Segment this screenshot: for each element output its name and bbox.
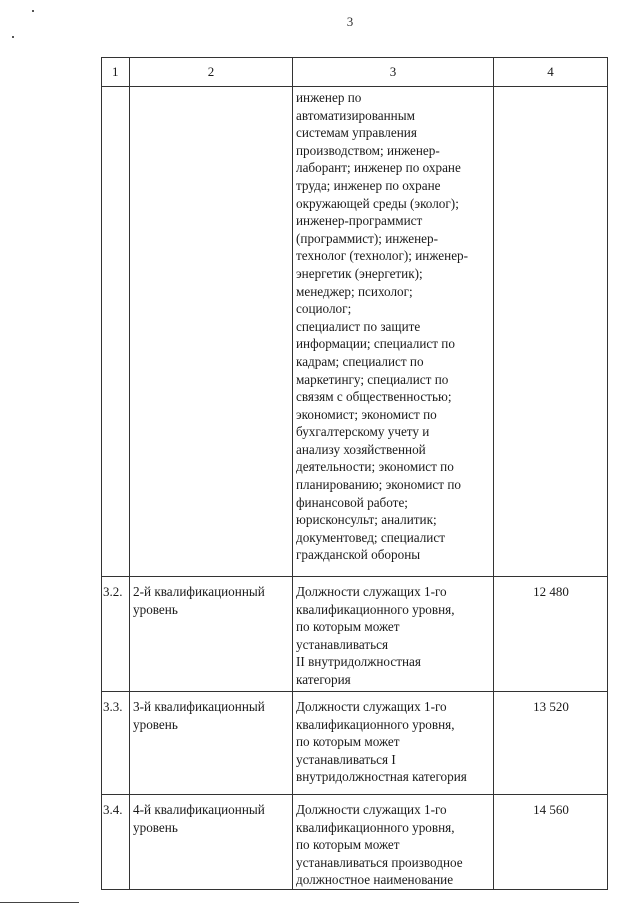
salary-cell: 12 480 (494, 577, 608, 692)
positions-line: социолог; (296, 301, 352, 317)
positions-line: гражданской обороны (296, 547, 421, 563)
positions-cell (293, 577, 494, 692)
positions-line: по которым может (296, 837, 400, 853)
positions-line: квалификационного уровня, (296, 716, 455, 732)
column-number-3: 3 (293, 58, 494, 87)
positions-line: менеджер; психолог; (296, 283, 413, 299)
table-row-continuation (102, 87, 608, 577)
positions-line: инженер-программист (296, 213, 423, 229)
positions-line: Должности служащих 1-го (296, 699, 447, 714)
level-line: уровень (133, 716, 178, 732)
row-number-cell: 3.3. (102, 692, 130, 795)
positions-line: маркетингу; специалист по (296, 371, 449, 387)
positions-line: должностное наименование (296, 872, 454, 888)
level-cell (130, 795, 293, 890)
salary-cell: 14 560 (494, 795, 608, 890)
positions-line: документовед; специалист (296, 529, 445, 545)
level-line: уровень (133, 819, 178, 835)
positions-line: планированию; экономист по (296, 477, 461, 493)
column-number-2: 2 (130, 58, 293, 87)
positions-line: технолог (технолог); инженер- (296, 248, 469, 264)
positions-line: труда; инженер по охране (296, 177, 441, 193)
positions-line: кадрам; специалист по (296, 353, 424, 369)
page-number: 3 (346, 14, 354, 29)
salary-cell (494, 87, 608, 577)
positions-line: квалификационного уровня, (296, 601, 455, 617)
row-number-cell: 3.2. (102, 577, 130, 692)
positions-line: связям с общественностью; (296, 389, 452, 405)
positions-cell (293, 87, 494, 577)
positions-line: финансовой работе; (296, 494, 408, 510)
positions-line: лаборант; инженер по охране (296, 160, 461, 176)
positions-line: устанавливаться I (296, 751, 396, 767)
positions-line: Должности служащих 1-го (296, 802, 447, 817)
row-number-cell: 3.4. (102, 795, 130, 890)
positions-line: деятельности; экономист по (296, 459, 454, 475)
positions-cell (293, 795, 494, 890)
column-number-1: 1 (102, 58, 130, 87)
positions-line: категория (296, 671, 351, 687)
footnote-rule (0, 902, 79, 903)
positions-line: анализу хозяйственной (296, 441, 426, 457)
scan-speck (32, 10, 34, 12)
table-row-3-4 (102, 795, 608, 890)
level-cell (130, 577, 293, 692)
salary-cell: 13 520 (494, 692, 608, 795)
salary-table (101, 57, 608, 890)
table-row-3-2 (102, 577, 608, 692)
positions-line: информации; специалист по (296, 336, 455, 352)
positions-line: квалификационного уровня, (296, 819, 455, 835)
positions-line: специалист по защите (296, 318, 421, 334)
positions-line: по которым может (296, 619, 400, 635)
positions-line: Должности служащих 1-го (296, 584, 447, 599)
positions-line: по которым может (296, 734, 400, 750)
positions-line: II внутридолжностная (296, 654, 421, 670)
positions-line: бухгалтерскому учету и (296, 424, 430, 440)
level-line: 2-й квалификационный (133, 584, 265, 599)
row-number-cell (102, 87, 130, 577)
positions-line: внутридолжностная категория (296, 769, 467, 785)
positions-line: окружающей среды (эколог); (296, 195, 459, 211)
positions-line: юрисконсульт; аналитик; (296, 512, 437, 528)
positions-line: системам управления (296, 125, 417, 141)
table-header-row (102, 58, 608, 87)
positions-cell (293, 692, 494, 795)
column-number-4: 4 (494, 58, 608, 87)
positions-line: инженер по (296, 90, 362, 105)
positions-line: экономист; экономист по (296, 406, 437, 422)
positions-line: автоматизированным (296, 107, 415, 123)
positions-line: (программист); инженер- (296, 230, 439, 246)
level-cell (130, 692, 293, 795)
level-cell (130, 87, 293, 577)
positions-line: устанавливаться (296, 636, 389, 652)
level-line: 4-й квалификационный (133, 802, 265, 817)
level-line: уровень (133, 601, 178, 617)
scan-speck (12, 36, 14, 38)
level-line: 3-й квалификационный (133, 699, 265, 714)
positions-line: энергетик (энергетик); (296, 265, 423, 281)
positions-line: устанавливаться производное (296, 854, 463, 870)
table-row-3-3 (102, 692, 608, 795)
positions-line: производством; инженер- (296, 142, 440, 158)
